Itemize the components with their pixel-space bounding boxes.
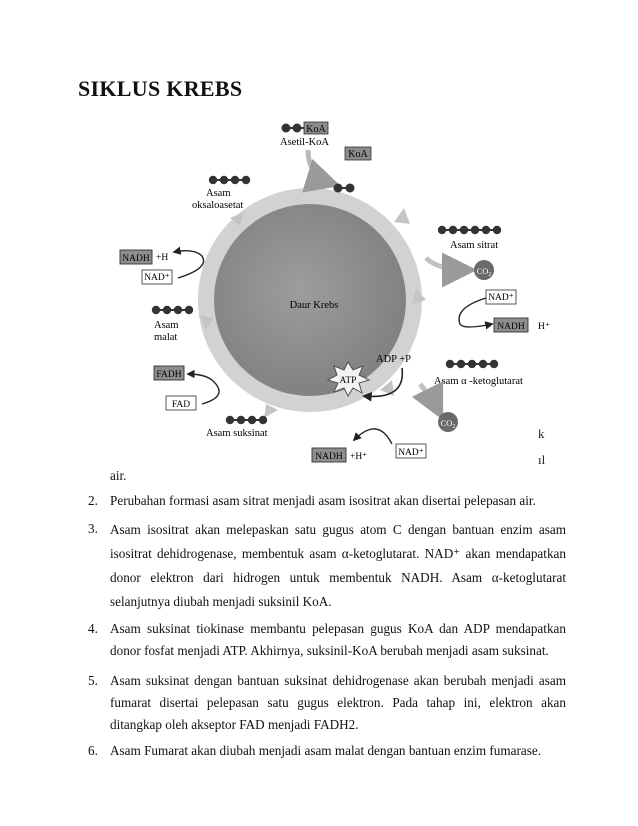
list-item-text: Asam isositrat akan melepaskan satu gugus atom C dengan bantuan enzim asam isositrat dehidrogenase, membentuk asam α-ketoglutarat. NAD⁺ akan mendapatkan donor elektron dari hidrogen untuk membentuk NADH. Asam α-ketoglutarat selanjutnya diubah menjadi suksinil KoA. xyxy=(110,522,566,609)
nad-reduction-arrow-bottom xyxy=(354,429,392,444)
list-item xyxy=(88,518,566,614)
malate-label-1: Asam xyxy=(154,320,179,331)
svg-text:NADH: NADH xyxy=(497,322,525,332)
two-carbon-unit xyxy=(334,184,355,193)
h-plus-right: H⁺ xyxy=(538,322,550,332)
svg-text:FADH: FADH xyxy=(156,370,182,380)
svg-text:CO2: $CO_2$ xyxy=(476,266,492,278)
succinate-label: Asam suksinat xyxy=(206,428,268,439)
koa-tag-out xyxy=(345,147,371,160)
acetyl-coa-label: Asetil-KoA xyxy=(280,137,329,148)
nad-plus-left xyxy=(142,270,172,284)
acetyl-entry-arrow xyxy=(308,150,334,184)
svg-text:KoA: KoA xyxy=(348,149,368,160)
page-title: SIKLUS KREBS xyxy=(78,76,243,101)
list-item xyxy=(88,740,566,762)
nad-reduction-arrow-left xyxy=(174,251,204,278)
svg-text:NADH: NADH xyxy=(122,254,150,264)
list-item-text: Perubahan formasi asam sitrat menjadi asam isositrat akan disertai pelepasan air. xyxy=(110,493,536,508)
svg-text:NAD⁺: NAD⁺ xyxy=(488,293,514,303)
list-item-number: 2. xyxy=(88,493,98,508)
list-item-number: 3. xyxy=(88,521,98,536)
fadh-box xyxy=(154,366,184,380)
list-item-number: 5. xyxy=(88,673,98,688)
svg-text:ATP: ATP xyxy=(339,376,357,386)
clipped-text-fragment: ıl xyxy=(538,452,546,467)
h-left: +H xyxy=(156,253,169,263)
citrate-label: Asam sitrat xyxy=(450,240,499,251)
succinate-molecule xyxy=(226,416,267,424)
item-1-continuation: air. xyxy=(110,468,127,483)
svg-text:CO2: $CO_2$ xyxy=(440,418,456,430)
co2-arrow-1 xyxy=(426,258,470,270)
alpha-ketoglutarate-label: Asam α -ketoglutarat xyxy=(434,376,523,387)
svg-text:NAD⁺: NAD⁺ xyxy=(398,448,424,458)
svg-text:FAD: FAD xyxy=(171,400,191,410)
svg-text:NAD⁺: NAD⁺ xyxy=(144,273,170,283)
adp-p-label: ADP +P xyxy=(376,354,412,365)
nad-plus-right xyxy=(486,290,516,304)
co2-badge-1 xyxy=(474,260,494,280)
nad-plus-bottom xyxy=(396,444,426,458)
alpha-ketoglutarate-molecule xyxy=(446,360,498,368)
list-item xyxy=(88,670,566,736)
acetyl-coa-molecule xyxy=(282,122,329,135)
nadh-bottom xyxy=(312,448,346,462)
list-item-text: Asam suksinat dengan bantuan suksinat dehidrogenase akan berubah menjadi asam fumarat disertai pelepasan satu gugus elektron. Pada tahap ini, elektron akan ditangkap oleh akseptor FAD menjadi FADH2. xyxy=(110,673,566,732)
oxaloacetate-molecule xyxy=(209,176,250,184)
nadh-right xyxy=(494,318,528,332)
clipped-text-fragment: k xyxy=(538,426,545,441)
malate-label-2: malat xyxy=(154,332,178,343)
list-item-text: Asam Fumarat akan diubah menjadi asam malat dengan bantuan enzim fumarase. xyxy=(110,743,542,758)
list-item-text: Asam suksinat tiokinase membantu pelepasan gugus KoA dan ADP mendapatkan donor fosfat menjadi ATP. Akhirnya, suksinil-KoA berubah menjadi asam suksinat. xyxy=(110,621,566,658)
list-item xyxy=(88,618,566,662)
citrate-molecule xyxy=(438,226,501,234)
h-plus-bottom: +H⁺ xyxy=(350,452,368,462)
list-item-number: 6. xyxy=(88,743,98,758)
co2-badge-2 xyxy=(438,412,458,432)
oxaloacetate-label-2: oksaloasetat xyxy=(192,200,244,211)
list-item-number: 4. xyxy=(88,621,98,636)
list-item xyxy=(88,490,566,512)
krebs-cycle-diagram xyxy=(108,118,578,473)
malate-molecule xyxy=(152,306,193,314)
center-label: Daur Krebs xyxy=(289,300,339,311)
svg-text:NADH: NADH xyxy=(315,452,343,462)
fad-box xyxy=(166,396,196,410)
koa-tag-top: KoA xyxy=(306,124,326,135)
oxaloacetate-label-1: Asam xyxy=(206,188,231,199)
co2-arrow-2 xyxy=(420,384,440,414)
nadh-left xyxy=(120,250,152,264)
